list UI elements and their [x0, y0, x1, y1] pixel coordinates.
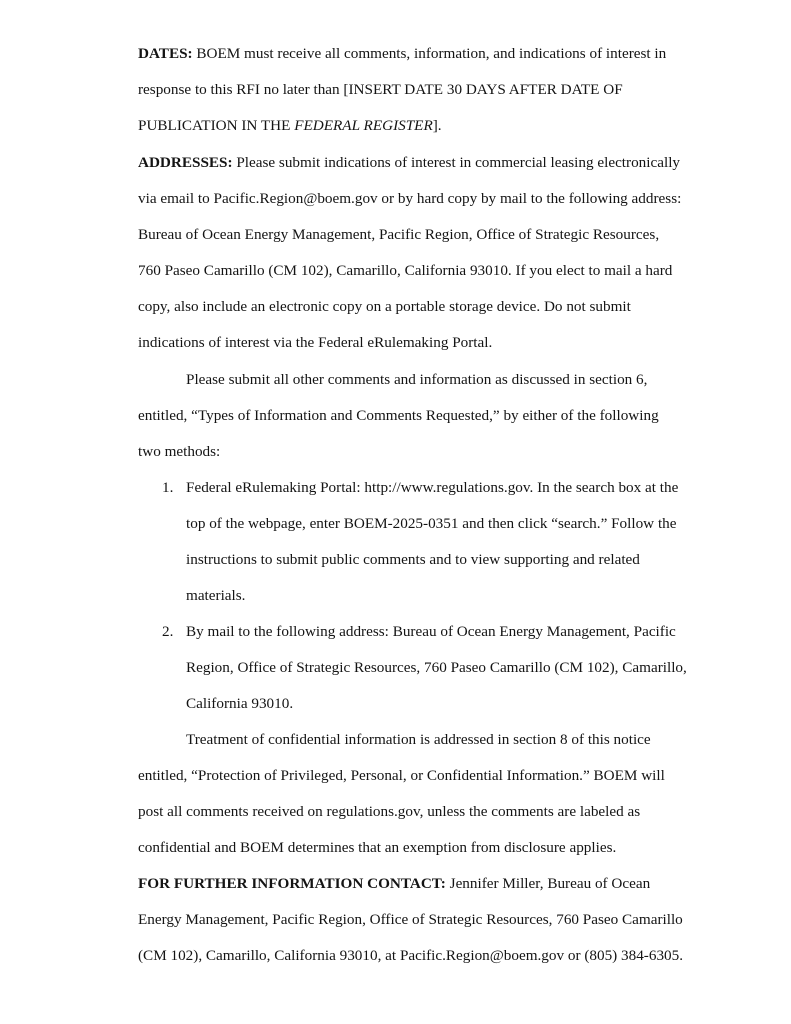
- confidential-line-4: confidential and BOEM determines that an exemption from disclosure applies.: [138, 839, 617, 856]
- method-2-line-2: Region, Office of Strategic Resources, 760 Paseo Camarillo (CM 102), Camarillo,: [186, 659, 687, 676]
- addresses-line-6: indications of interest via the Federal eRulemaking Portal.: [138, 334, 493, 351]
- federal-register-italic: FEDERAL REGISTER: [294, 117, 433, 134]
- dates-label: DATES:: [138, 45, 193, 62]
- method-2-line-1: By mail to the following address: Bureau of Ocean Energy Management, Pacific: [186, 623, 676, 640]
- contact-line-1: FOR FURTHER INFORMATION CONTACT: Jennifer Miller, Bureau of Ocean: [138, 875, 651, 892]
- addresses-line-2: via email to Pacific.Region@boem.gov or by hard copy by mail to the following address:: [138, 190, 682, 207]
- addresses-line-4: 760 Paseo Camarillo (CM 102), Camarillo, California 93010. If you elect to mail a hard: [138, 262, 673, 279]
- method-1-line-1: Federal eRulemaking Portal: http://www.regulations.gov. In the search box at the: [186, 479, 679, 496]
- addresses-line-1: ADDRESSES: Please submit indications of interest in commercial leasing electronically: [138, 154, 681, 171]
- dates-line-3: PUBLICATION IN THE FEDERAL REGISTER].: [138, 117, 442, 134]
- contact-line-2: Energy Management, Pacific Region, Office of Strategic Resources, 760 Paseo Camarillo: [138, 911, 683, 928]
- confidential-line-1: Treatment of confidential information is addressed in section 8 of this notice: [186, 731, 651, 748]
- dates-line-1: DATES: BOEM must receive all comments, information, and indications of interest in: [138, 45, 667, 62]
- confidential-line-3: post all comments received on regulations.gov, unless the comments are labeled as: [138, 803, 641, 820]
- addresses-line-5: copy, also include an electronic copy on a portable storage device. Do not submit: [138, 298, 631, 315]
- contact-line-3: (CM 102), Camarillo, California 93010, at Pacific.Region@boem.gov or (805) 384-6305.: [138, 947, 684, 964]
- confidential-line-2: entitled, “Protection of Privileged, Personal, or Confidential Information.” BOEM will: [138, 767, 665, 784]
- method-1-line-2: top of the webpage, enter BOEM-2025-0351 and then click “search.” Follow the: [186, 515, 677, 532]
- addresses-label: ADDRESSES:: [138, 154, 233, 171]
- dates-line-2: response to this RFI no later than [INSERT DATE 30 DAYS AFTER DATE OF: [138, 81, 623, 98]
- method-2-number: 2.: [162, 623, 174, 640]
- method-1-number: 1.: [162, 479, 174, 496]
- method-2-line-3: California 93010.: [186, 695, 294, 712]
- contact-label: FOR FURTHER INFORMATION CONTACT:: [138, 875, 446, 892]
- method-1-line-3: instructions to submit public comments and to view supporting and related: [186, 551, 640, 568]
- other-comments-line-2: entitled, “Types of Information and Comments Requested,” by either of the following: [138, 407, 659, 424]
- other-comments-line-3: two methods:: [138, 443, 221, 460]
- method-1-line-4: materials.: [186, 587, 246, 604]
- addresses-line-3: Bureau of Ocean Energy Management, Pacific Region, Office of Strategic Resources,: [138, 226, 660, 243]
- other-comments-line-1: Please submit all other comments and information as discussed in section 6,: [186, 371, 648, 388]
